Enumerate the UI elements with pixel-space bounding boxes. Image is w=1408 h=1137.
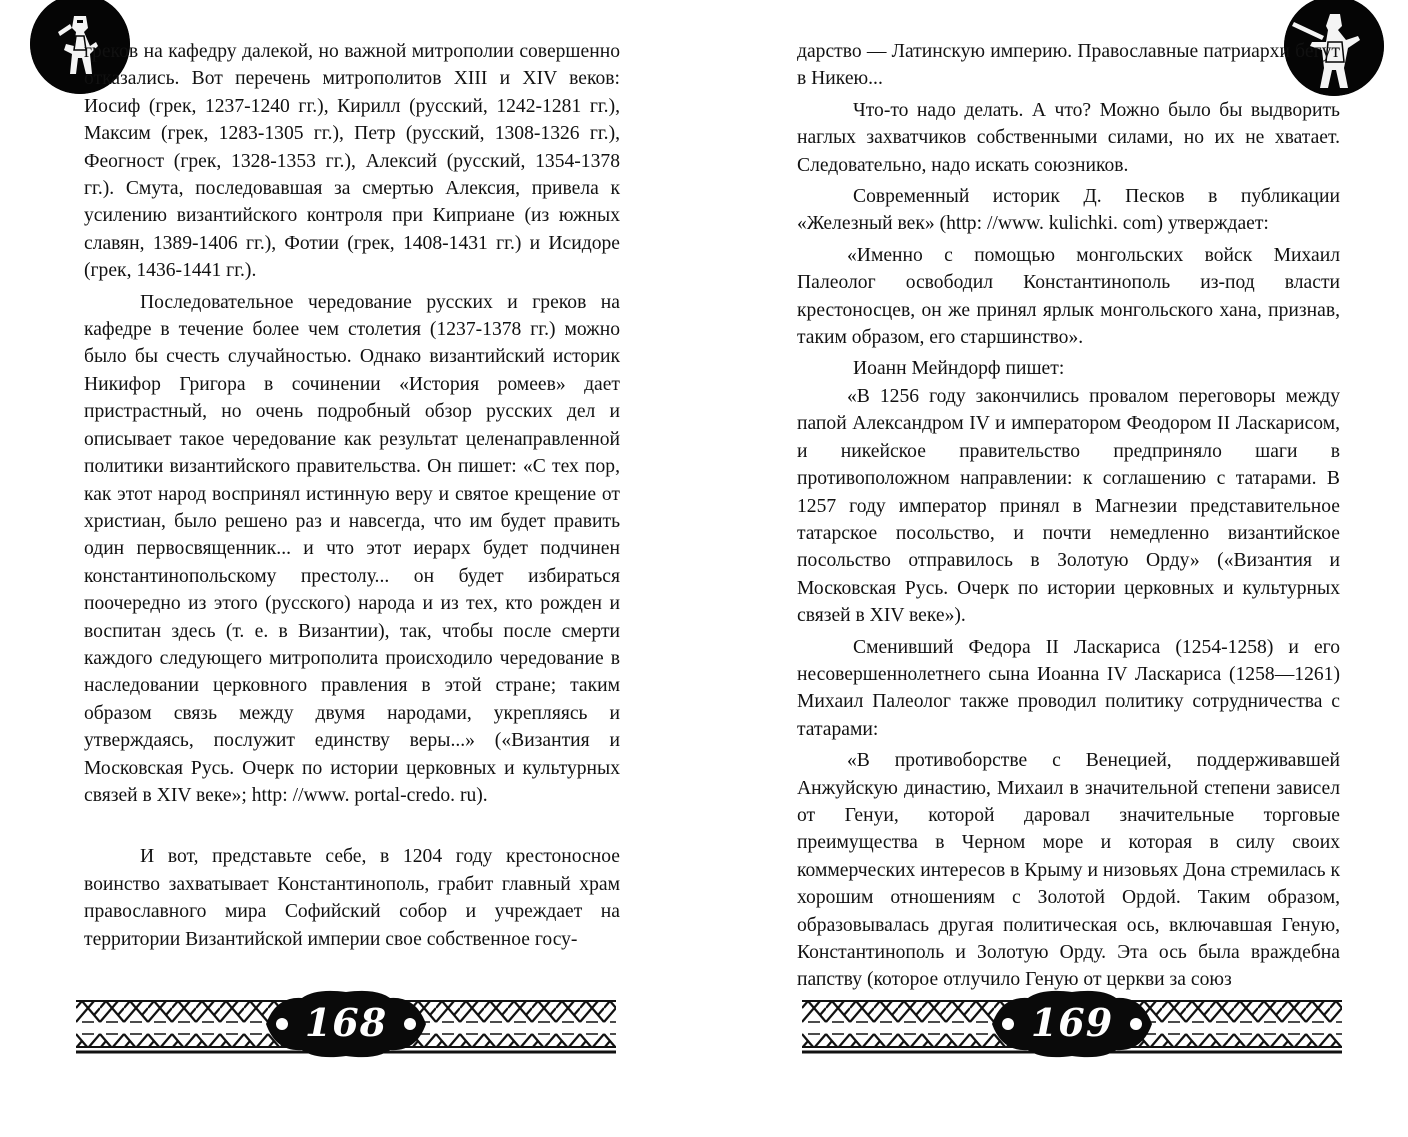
paragraph: Что-то надо делать. А что? Можно было бы выдворить наглых захватчиков собственными силами, но их не хватает. Следовательно, надо искать союзников.	[797, 99, 1340, 176]
paragraph: Современный историк Д. Песков в публикации «Железный век» (http: //www. kulichki. com) утверждает:	[797, 186, 1340, 235]
right-page	[704, 0, 1408, 1137]
paragraph: Последовательное чередование русских и греков на кафедре в течение более чем столетия (1237-1378 гг.) можно было бы счесть случайностью. Однако византийский историк Никифор Григора в сочинении «История ромеев» дает пристрастный, но очень подробный обзор русских дел и описывает такое чередование как результат целенаправленной политики византийского правительства. Он пишет: «С тех пор, как этот народ воспринял истинную веру и святое крещение от христиан, было решено раз и навсегда, что им будет править один первосвященник... и что этот иерарх будет подчинен константинопольскому престолу... он будет избираться поочередно из этого (русского) народа и из тех, кто рожден и воспитан здесь (т. е. в Византии), так, чтобы после смерти каждого следующего митрополита происходило чередование в наследовании церковного правления в этой стране; таким образом связь между двумя народами, укрепляясь и утверждаясь, послужит единству веры...» («Византия и Московская Русь. Очерк по истории церковных и культурных связей в XIV веке»; http: //www. portal-credo. ru).	[84, 291, 620, 806]
right-page-text	[797, 38, 1340, 994]
page-number-badge	[982, 988, 1162, 1060]
page-number-badge	[256, 988, 436, 1060]
quotation: «В 1256 году закончились провалом переговоры между папой Александром IV и императором Феодором II Ласкарисом, и никейское правительство предприняло шаги в противоположном направлении: к соглашению с татарами. В 1257 году император принял в Магнезии представительное татарское посольство, и почти немедленно византийское посольство отправилось в Золотую Орду» («Византия и Московская Русь. Очерк по истории церковных и культурных связей в XIV веке»).	[797, 385, 1340, 627]
paragraph: Сменивший Федора II Ласкариса (1254-1258) и его несовершеннолетнего сына Иоанна IV Ласкариса (1258—1261) Михаил Палеолог также проводил политику сотрудничества с татарами:	[797, 636, 1340, 740]
paragraph: грeков на кафедру далекой, но важной митрополии совершенно отказались. Вот перечень митрополитов XIII и XIV веков: Иосиф (грек, 1237-1240 гг.), Кирилл (русский, 1242-1281 гг.), Максим (грек, 1283-1305 гг.), Петр (русский, 1308-1326 гг.), Феогност (грек, 1328-1353 гг.), Алексий (русский, 1354-1378 гг.). Смута, последовавшая за смертью Алексия, привела к усилению византийского контроля при Киприане (из южных славян, 1389-1406 гг.), Фотии (грек, 1408-1431 гг.) и Исидоре (грек, 1436-1441 гг.).	[84, 41, 620, 282]
paragraph: Иоанн Мейндорф пишет:	[853, 358, 1065, 380]
left-page-text	[84, 38, 620, 953]
paragraph: И вот, представьте себе, в 1204 году крестоносное воинство захватывает Константинополь, грабит главный храм православного мира Софийский собор и учреждает на территории Византийской империи свое собственное госу-	[84, 846, 620, 950]
quotation: «Именно с помощью монгольских войск Михаил Палеолог освободил Константинополь из-под власти крестоносцев, он же принял ярлык монгольского хана, признав, таким образом, его старшинство».	[797, 244, 1340, 349]
page-number: 169	[1030, 1000, 1114, 1045]
celtic-knot-border	[802, 988, 1342, 1060]
page-number: 168	[304, 1000, 388, 1045]
quotation: «В противоборстве с Венецией, поддерживавшей Анжуйскую династию, Михаил в значительной степени зависел от Генуи, которой даровал значительные торговые преимущества в Черном море и которая в силу своих коммерческих интересов в Крыму и низовьях Дона стремилась к хорошим отношениям с Золотой Ордой. Таким образом, образовывалась другая политическая ось, включавшая Геную, Константинополь и Золотую Орду. Эта ось была враждебна папству (которое отлучило Геную от церкви за союз	[797, 750, 1340, 991]
celtic-knot-border	[76, 988, 616, 1060]
paragraph: дарство — Латинскую империю. Православные патриархи бегут в Никею...	[797, 41, 1340, 90]
